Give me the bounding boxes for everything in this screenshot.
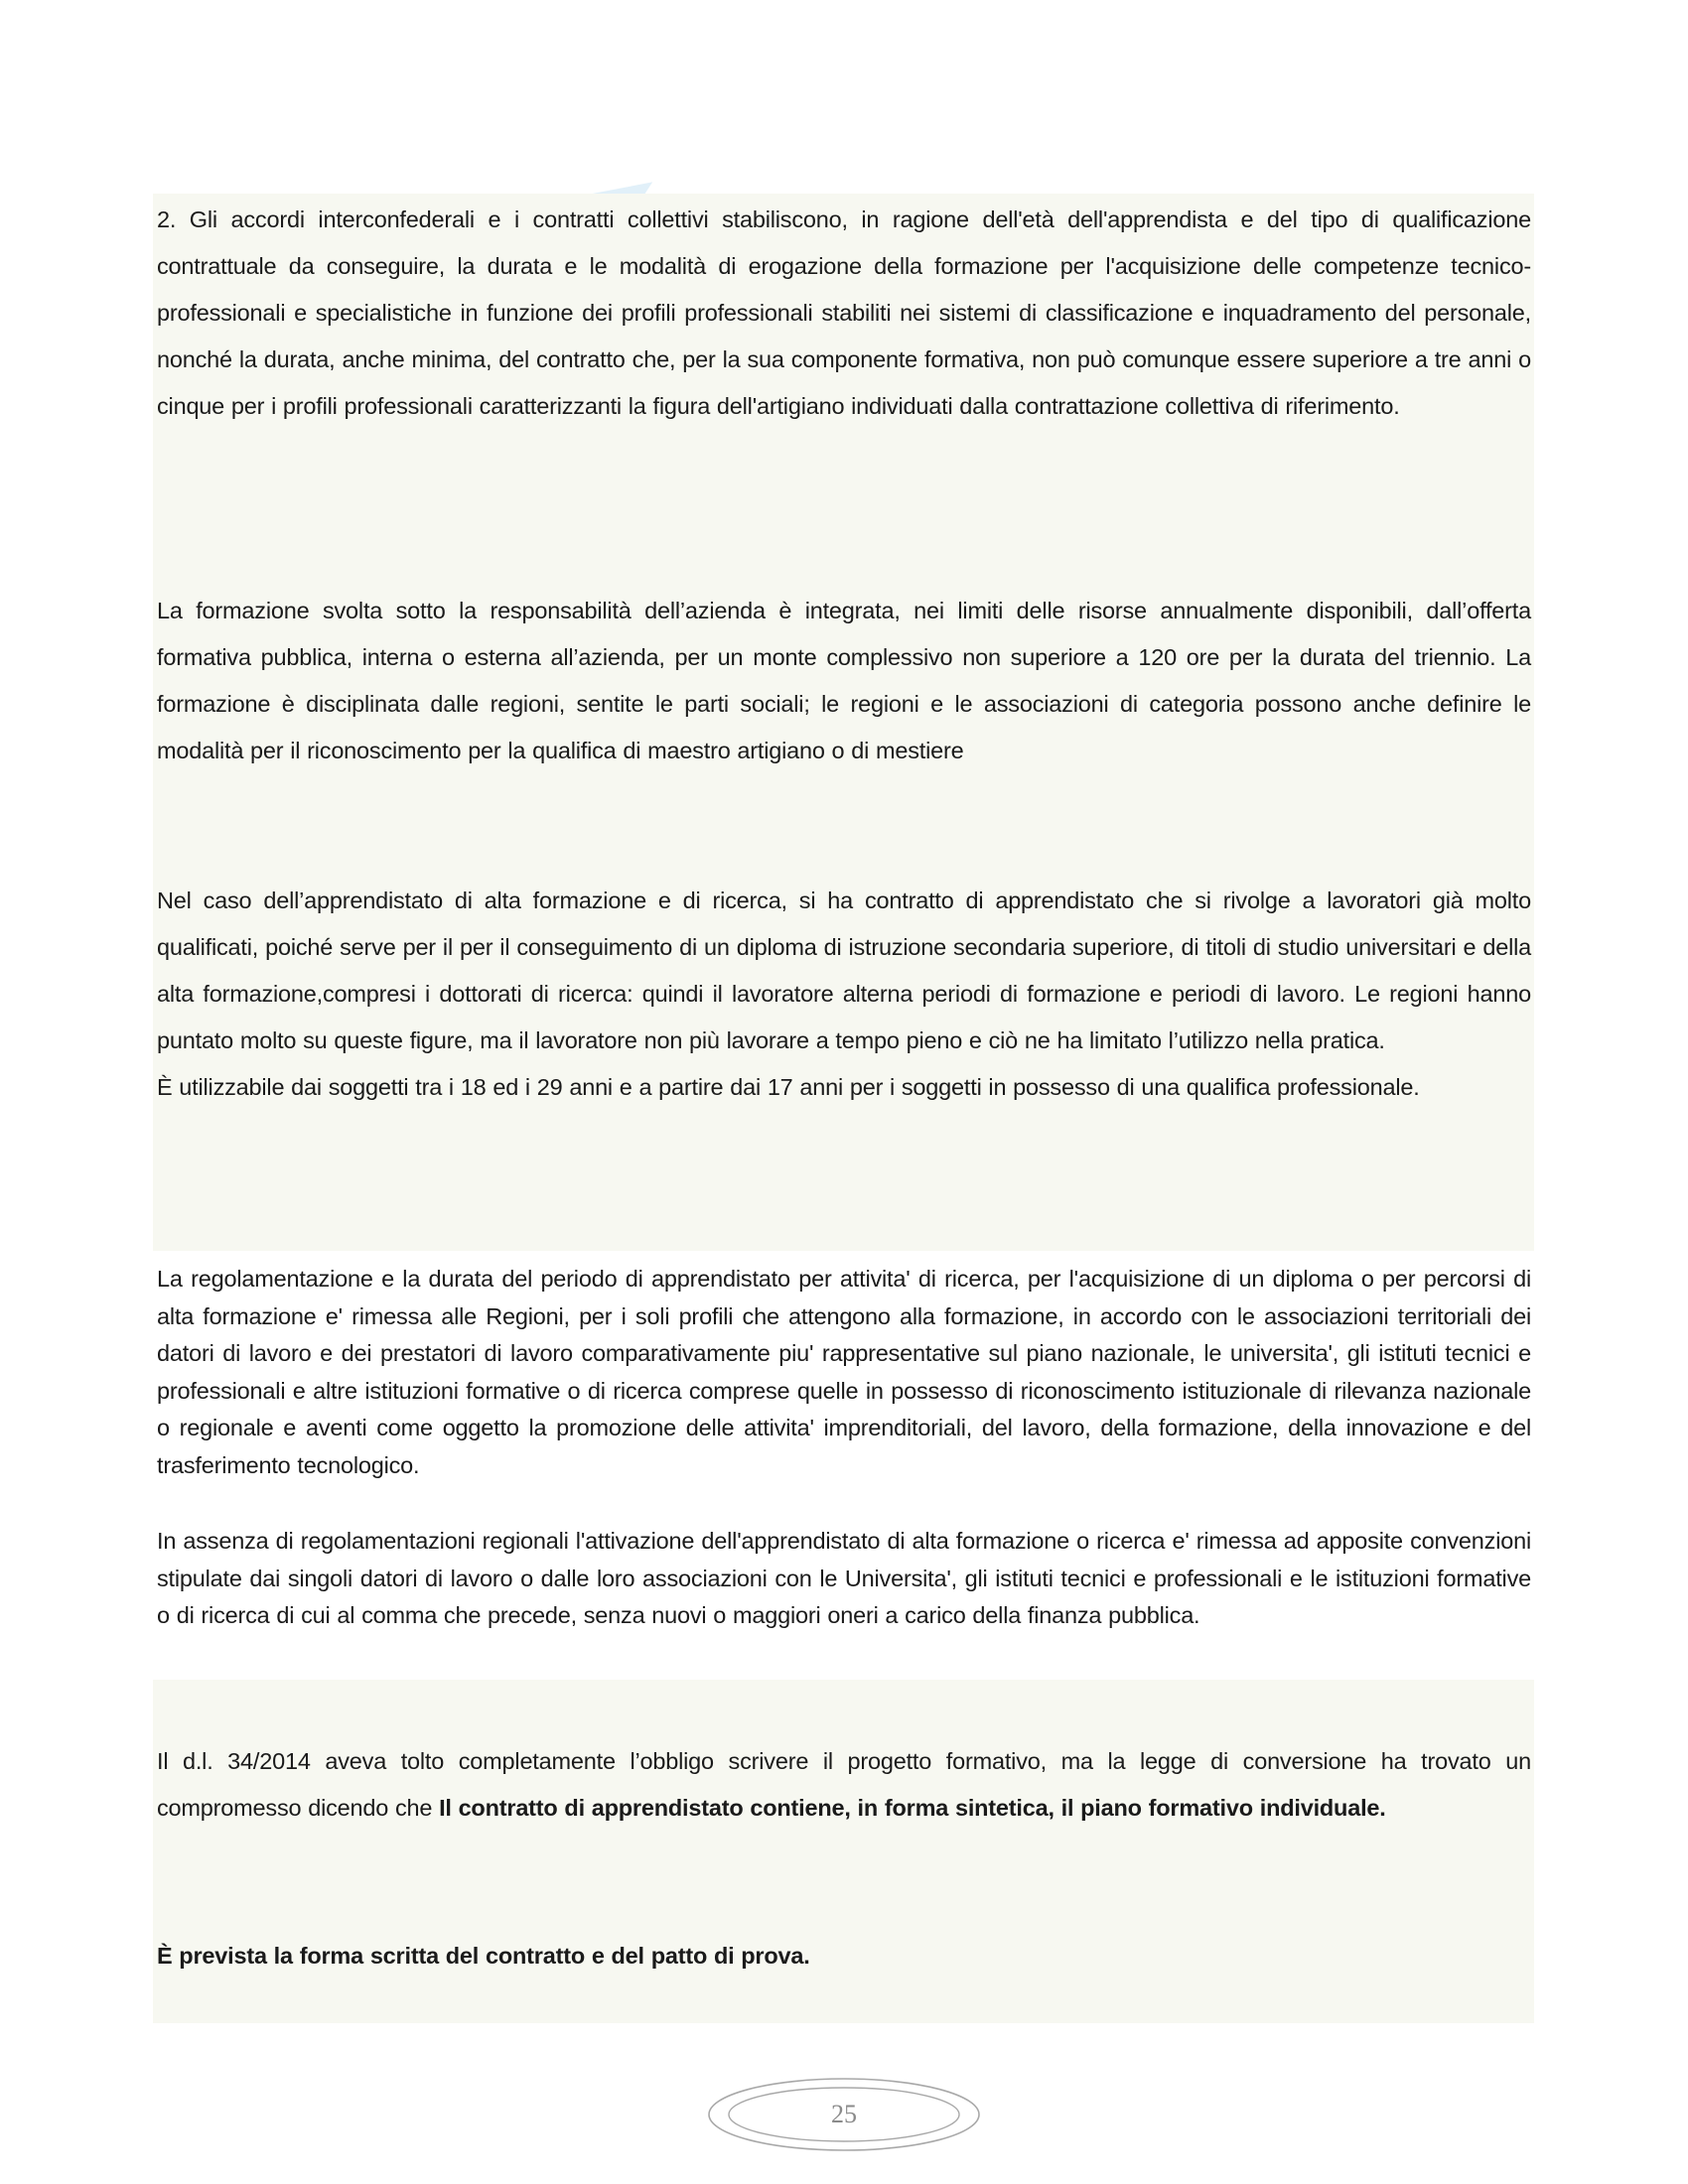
- paragraph-text: [157, 1738, 1531, 1832]
- paragraph-accordi-interconfederali: [157, 197, 1531, 430]
- paragraph-decreto-legge: [157, 1738, 1531, 1832]
- paragraph-text: La regolamentazione e la durata del periodo di apprendistato per attivita' di ricerca, per l'acquisizione di un diploma o per percorsi di alta formazione e' rimessa alle Regioni, per i soli profili che attengono alla formazione, in accordo con le associazioni territoriali dei datori di lavoro e dei prestatori di lavoro comparativamente piu' rappresentative sul piano nazionale, le universita', gli istituti tecnici e professionali e altre istituzioni formative o di ricerca comprese quelle in possesso di riconoscimento istituzionale di rilevanza nazionale o regionale e aventi come oggetto la promozione delle attivita' imprenditoriali, del lavoro, della formazione, della innovazione e del trasferimento tecnologico.: [157, 1266, 1531, 1478]
- paragraph-text: 2. Gli accordi interconfederali e i contratti collettivi stabiliscono, in ragione dell'età dell'apprendista e del tipo di qualificazione contrattuale da conseguire, la durata e le modalità di erogazione della formazione per l'acquisizione delle competenze tecnico-professionali e specialistiche in funzione dei profili professionali stabiliti nei sistemi di classificazione e inquadramento del personale, nonché la durata, anche minima, del contratto che, per la sua componente formativa, non può comunque essere superiore a tre anni o cinque per i profili professionali caratterizzanti la figura dell'artigiano individuati dalla contrattazione collettiva di riferimento.: [157, 206, 1531, 419]
- paragraph-forma-scritta: [157, 1933, 1531, 1979]
- paragraph-bold-text: È prevista la forma scritta del contratto e del patto di prova.: [157, 1943, 810, 1969]
- paragraph-assenza-regolamentazioni: [157, 1523, 1531, 1635]
- paragraph-lead-text: Il d.l. 34/2014 aveva tolto completamente l’obbligo scrivere il progetto formativo, ma la legge di conversione ha trovato un compromesso dicendo che: [157, 1748, 1531, 1821]
- page-number: 25: [831, 2100, 857, 2128]
- paragraph-text: Nel caso dell’apprendistato di alta formazione e di ricerca, si ha contratto di apprendistato che si rivolge a lavoratori già molto qualificati, poiché serve per il per il conseguimento di un diploma di istruzione secondaria superiore, di titoli di studio universitari e della alta formazione,compresi i dottorati di ricerca: quindi il lavoratore alterna periodi di formazione e periodi di lavoro. Le regioni hanno puntato molto su queste figure, ma il lavoratore non più lavorare a tempo pieno e ciò ne ha limitato l’utilizzo nella pratica.: [157, 887, 1531, 1053]
- paragraph-bold-text: Il contratto di apprendistato contiene, in forma sintetica, il piano formativo individuale.: [439, 1795, 1386, 1821]
- page-number-badge: [705, 2075, 983, 2154]
- paragraph-formazione-responsabilita: [157, 588, 1531, 774]
- paragraph-text: La formazione svolta sotto la responsabilità dell’azienda è integrata, nei limiti delle risorse annualmente disponibili, dall’offerta formativa pubblica, interna o esterna all’azienda, per un monte complessivo non superiore a 120 ore per la durata del triennio. La formazione è disciplinata dalle regioni, sentite le parti sociali; le regioni e le associazioni di categoria possono anche definire le modalità per il riconoscimento per la qualifica di maestro artigiano o di mestiere: [157, 598, 1531, 763]
- paragraph-regolamentazione: [157, 1261, 1531, 1484]
- paragraph-text: È utilizzabile dai soggetti tra i 18 ed i 29 anni e a partire dai 17 anni per i soggetti in possesso di una qualifica professionale.: [157, 1074, 1420, 1100]
- paragraph-alta-formazione: [157, 878, 1531, 1111]
- paragraph-text: In assenza di regolamentazioni regionali l'attivazione dell'apprendistato di alta formazione o ricerca e' rimessa ad apposite convenzioni stipulate dai singoli datori di lavoro o dalle loro associazioni con le Universita', gli istituti tecnici e professionali e le istituzioni formative o di ricerca di cui al comma che precede, senza nuovi o maggiori oneri a carico della finanza pubblica.: [157, 1528, 1531, 1628]
